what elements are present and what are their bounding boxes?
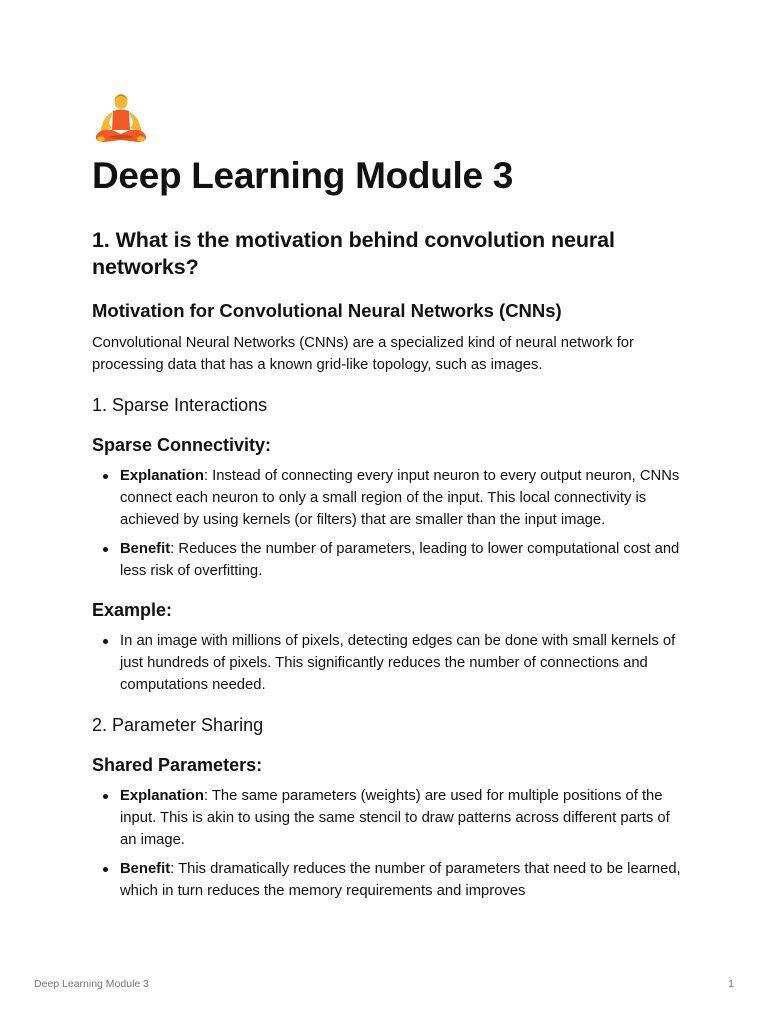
bullet-text: : The same parameters (weights) are used for multiple positions of the input. This is akin to using the same stencil to draw patterns across different parts of an image. (120, 788, 670, 848)
bullet-text: : This dramatically reduces the number of parameters that need to be learned, which in turn reduces the memory requirements and improves (120, 861, 681, 899)
intro-paragraph: Convolutional Neural Networks (CNNs) are a specialized kind of neural network for processing data that has a known grid-like topology, such as images. (92, 335, 634, 373)
section-1-subheading: Sparse Connectivity: (92, 435, 272, 455)
example-heading: Example: (92, 600, 173, 620)
document-page (92, 92, 688, 902)
list-item (120, 858, 688, 902)
document-title: Deep Learning Module 3 (92, 155, 514, 196)
section-2-heading: 2. Parameter Sharing (92, 715, 264, 735)
meditating-person-icon (90, 92, 152, 148)
footer-page-number: 1 (728, 978, 734, 990)
bullet-term: Benefit (120, 861, 171, 877)
motivation-heading: Motivation for Convolutional Neural Networks (CNNs) (92, 300, 562, 321)
section-1-bullet-list (92, 465, 688, 582)
list-item (120, 538, 688, 582)
bullet-term: Explanation (120, 468, 204, 484)
list-item (120, 630, 688, 696)
bullet-text: : Reduces the number of parameters, leading to lower computational cost and less risk of overfitting. (120, 541, 680, 579)
example-bullet-list (92, 630, 688, 696)
bullet-text: In an image with millions of pixels, detecting edges can be done with small kernels of just hundreds of pixels. This significantly reduces the number of connections and computations needed. (120, 633, 676, 693)
section-2-subheading: Shared Parameters: (92, 755, 263, 775)
bullet-text: : Instead of connecting every input neuron to every output neuron, CNNs connect each neuron to only a small region of the input. This local connectivity is achieved by using kernels (or filters) that are smaller than the input image. (120, 468, 680, 528)
section-1-heading: 1. Sparse Interactions (92, 395, 268, 415)
list-item (120, 785, 688, 851)
list-item (120, 465, 688, 531)
section-2-bullet-list (92, 785, 688, 902)
footer-title: Deep Learning Module 3 (34, 978, 149, 990)
bullet-term: Benefit (120, 541, 171, 557)
question-heading: 1. What is the motivation behind convolution neural networks? (92, 228, 615, 279)
bullet-term: Explanation (120, 788, 204, 804)
